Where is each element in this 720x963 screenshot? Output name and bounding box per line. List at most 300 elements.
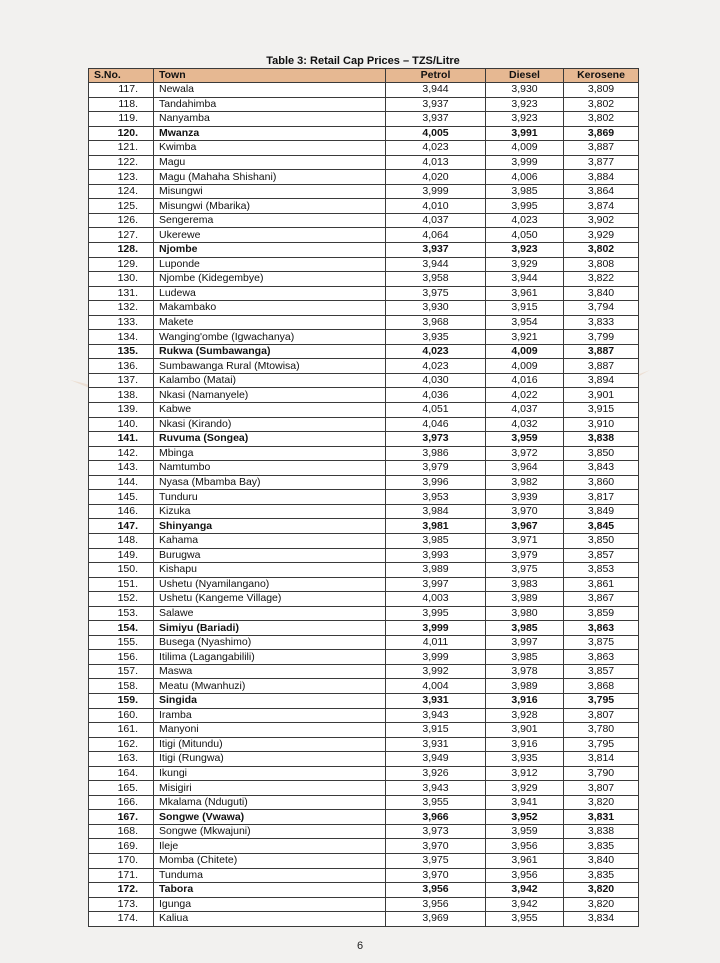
row-diesel-price: 4,037: [486, 403, 564, 418]
row-kerosene-price: 3,802: [564, 243, 639, 258]
table-title: Table 3: Retail Cap Prices – TZS/Litre: [266, 55, 460, 67]
table-row: [89, 417, 639, 432]
row-kerosene-price: 3,869: [564, 126, 639, 141]
row-kerosene-price: 3,853: [564, 563, 639, 578]
row-sno: 168.: [89, 824, 154, 839]
row-diesel-price: 3,952: [486, 810, 564, 825]
row-town: Shinyanga: [154, 519, 386, 534]
row-town: Nkasi (Namanyele): [154, 388, 386, 403]
row-sno: 128.: [89, 243, 154, 258]
row-diesel-price: 3,985: [486, 184, 564, 199]
row-kerosene-price: 3,859: [564, 606, 639, 621]
table-row: [89, 548, 639, 563]
row-sno: 154.: [89, 621, 154, 636]
row-petrol-price: 4,020: [386, 170, 486, 185]
row-kerosene-price: 3,831: [564, 810, 639, 825]
row-petrol-price: 3,949: [386, 752, 486, 767]
row-sno: 169.: [89, 839, 154, 854]
row-diesel-price: 4,022: [486, 388, 564, 403]
row-sno: 136.: [89, 359, 154, 374]
row-petrol-price: 3,999: [386, 184, 486, 199]
table-row: [89, 533, 639, 548]
row-sno: 134.: [89, 330, 154, 345]
row-town: Misigiri: [154, 781, 386, 796]
row-petrol-price: 3,966: [386, 810, 486, 825]
row-town: Ruvuma (Songea): [154, 432, 386, 447]
row-sno: 129.: [89, 257, 154, 272]
row-sno: 131.: [89, 286, 154, 301]
row-diesel-price: 3,979: [486, 548, 564, 563]
row-kerosene-price: 3,820: [564, 897, 639, 912]
row-kerosene-price: 3,845: [564, 519, 639, 534]
table-row: [89, 446, 639, 461]
row-town: Maswa: [154, 664, 386, 679]
row-diesel-price: 3,915: [486, 301, 564, 316]
row-kerosene-price: 3,887: [564, 359, 639, 374]
row-diesel-price: 3,956: [486, 868, 564, 883]
row-town: Salawe: [154, 606, 386, 621]
table-row: [89, 315, 639, 330]
table-row: [89, 388, 639, 403]
row-diesel-price: 3,989: [486, 592, 564, 607]
table-row: [89, 795, 639, 810]
row-town: Luponde: [154, 257, 386, 272]
row-kerosene-price: 3,857: [564, 664, 639, 679]
row-diesel-price: 3,959: [486, 432, 564, 447]
row-town: Magu: [154, 155, 386, 170]
row-kerosene-price: 3,817: [564, 490, 639, 505]
row-petrol-price: 3,931: [386, 737, 486, 752]
row-petrol-price: 3,931: [386, 693, 486, 708]
row-diesel-price: 3,985: [486, 650, 564, 665]
row-kerosene-price: 3,902: [564, 213, 639, 228]
row-kerosene-price: 3,835: [564, 868, 639, 883]
row-petrol-price: 3,969: [386, 912, 486, 927]
table-row: [89, 83, 639, 98]
row-kerosene-price: 3,780: [564, 723, 639, 738]
row-diesel-price: 3,956: [486, 839, 564, 854]
row-kerosene-price: 3,820: [564, 795, 639, 810]
row-sno: 119.: [89, 112, 154, 127]
row-sno: 155.: [89, 635, 154, 650]
row-kerosene-price: 3,850: [564, 533, 639, 548]
row-petrol-price: 3,956: [386, 883, 486, 898]
row-town: Tabora: [154, 883, 386, 898]
table-row: [89, 824, 639, 839]
row-town: Songwe (Mkwajuni): [154, 824, 386, 839]
row-petrol-price: 3,970: [386, 868, 486, 883]
row-petrol-price: 3,968: [386, 315, 486, 330]
row-sno: 160.: [89, 708, 154, 723]
row-kerosene-price: 3,867: [564, 592, 639, 607]
row-sno: 132.: [89, 301, 154, 316]
row-diesel-price: 3,942: [486, 897, 564, 912]
table-row: [89, 243, 639, 258]
row-diesel-price: 3,959: [486, 824, 564, 839]
row-diesel-price: 3,980: [486, 606, 564, 621]
row-town: Itilima (Lagangabilili): [154, 650, 386, 665]
row-sno: 140.: [89, 417, 154, 432]
row-town: Kalambo (Matai): [154, 373, 386, 388]
row-petrol-price: 4,023: [386, 359, 486, 374]
page-number: 6: [356, 940, 364, 952]
row-sno: 148.: [89, 533, 154, 548]
row-petrol-price: 3,984: [386, 504, 486, 519]
row-sno: 156.: [89, 650, 154, 665]
row-town: Rukwa (Sumbawanga): [154, 344, 386, 359]
row-petrol-price: 4,046: [386, 417, 486, 432]
row-town: Kishapu: [154, 563, 386, 578]
row-kerosene-price: 3,838: [564, 824, 639, 839]
row-petrol-price: 4,030: [386, 373, 486, 388]
row-kerosene-price: 3,860: [564, 475, 639, 490]
row-petrol-price: 3,937: [386, 97, 486, 112]
row-town: Misungwi: [154, 184, 386, 199]
row-diesel-price: 3,991: [486, 126, 564, 141]
row-petrol-price: 3,935: [386, 330, 486, 345]
row-kerosene-price: 3,795: [564, 737, 639, 752]
row-sno: 167.: [89, 810, 154, 825]
row-town: Makambako: [154, 301, 386, 316]
row-town: Sengerema: [154, 213, 386, 228]
table-row: [89, 592, 639, 607]
header-kerosene: Kerosene: [564, 69, 639, 83]
row-town: Njombe: [154, 243, 386, 258]
row-diesel-price: 3,921: [486, 330, 564, 345]
row-kerosene-price: 3,874: [564, 199, 639, 214]
row-petrol-price: 3,930: [386, 301, 486, 316]
row-sno: 153.: [89, 606, 154, 621]
row-diesel-price: 3,930: [486, 83, 564, 98]
row-town: Kabwe: [154, 403, 386, 418]
table-row: [89, 286, 639, 301]
row-sno: 157.: [89, 664, 154, 679]
row-kerosene-price: 3,849: [564, 504, 639, 519]
row-sno: 125.: [89, 199, 154, 214]
row-petrol-price: 3,975: [386, 286, 486, 301]
row-diesel-price: 3,964: [486, 461, 564, 476]
row-sno: 135.: [89, 344, 154, 359]
row-diesel-price: 3,912: [486, 766, 564, 781]
row-town: Magu (Mahaha Shishani): [154, 170, 386, 185]
row-town: Nyasa (Mbamba Bay): [154, 475, 386, 490]
row-kerosene-price: 3,835: [564, 839, 639, 854]
row-town: Songwe (Vwawa): [154, 810, 386, 825]
table-row: [89, 868, 639, 883]
row-petrol-price: 3,944: [386, 257, 486, 272]
row-sno: 141.: [89, 432, 154, 447]
table-row: [89, 461, 639, 476]
table-row: [89, 344, 639, 359]
row-diesel-price: 3,961: [486, 286, 564, 301]
row-petrol-price: 3,973: [386, 432, 486, 447]
row-town: Nkasi (Kirando): [154, 417, 386, 432]
row-diesel-price: 4,016: [486, 373, 564, 388]
table-row: [89, 766, 639, 781]
row-petrol-price: 4,013: [386, 155, 486, 170]
table-row: [89, 723, 639, 738]
row-town: Itigi (Mitundu): [154, 737, 386, 752]
row-petrol-price: 3,981: [386, 519, 486, 534]
table-row: [89, 883, 639, 898]
row-kerosene-price: 3,843: [564, 461, 639, 476]
row-sno: 151.: [89, 577, 154, 592]
row-diesel-price: 3,995: [486, 199, 564, 214]
row-town: Sumbawanga Rural (Mtowisa): [154, 359, 386, 374]
row-petrol-price: 3,944: [386, 83, 486, 98]
row-sno: 170.: [89, 853, 154, 868]
row-kerosene-price: 3,850: [564, 446, 639, 461]
row-sno: 149.: [89, 548, 154, 563]
table-row: [89, 577, 639, 592]
table-row: [89, 897, 639, 912]
row-petrol-price: 3,999: [386, 650, 486, 665]
row-diesel-price: 4,009: [486, 359, 564, 374]
table-row: [89, 184, 639, 199]
row-kerosene-price: 3,808: [564, 257, 639, 272]
row-petrol-price: 3,915: [386, 723, 486, 738]
row-petrol-price: 3,955: [386, 795, 486, 810]
table-row: [89, 810, 639, 825]
row-petrol-price: 4,011: [386, 635, 486, 650]
table-row: [89, 563, 639, 578]
row-kerosene-price: 3,884: [564, 170, 639, 185]
row-sno: 145.: [89, 490, 154, 505]
table-row: [89, 403, 639, 418]
table-row: [89, 621, 639, 636]
row-town: Ushetu (Kangeme Village): [154, 592, 386, 607]
row-kerosene-price: 3,833: [564, 315, 639, 330]
row-diesel-price: 3,942: [486, 883, 564, 898]
row-petrol-price: 3,999: [386, 621, 486, 636]
table-row: [89, 359, 639, 374]
row-town: Newala: [154, 83, 386, 98]
row-petrol-price: 3,986: [386, 446, 486, 461]
row-petrol-price: 3,943: [386, 781, 486, 796]
row-petrol-price: 3,937: [386, 112, 486, 127]
table-row: [89, 853, 639, 868]
row-town: Mbinga: [154, 446, 386, 461]
table-row: [89, 752, 639, 767]
row-sno: 130.: [89, 272, 154, 287]
row-sno: 118.: [89, 97, 154, 112]
row-town: Tunduma: [154, 868, 386, 883]
row-kerosene-price: 3,887: [564, 141, 639, 156]
row-sno: 143.: [89, 461, 154, 476]
table-row: [89, 781, 639, 796]
row-sno: 150.: [89, 563, 154, 578]
row-kerosene-price: 3,863: [564, 650, 639, 665]
header-diesel: Diesel: [486, 69, 564, 83]
row-kerosene-price: 3,868: [564, 679, 639, 694]
row-diesel-price: 4,050: [486, 228, 564, 243]
row-sno: 166.: [89, 795, 154, 810]
row-petrol-price: 4,003: [386, 592, 486, 607]
row-petrol-price: 3,970: [386, 839, 486, 854]
table-row: [89, 257, 639, 272]
row-kerosene-price: 3,795: [564, 693, 639, 708]
row-diesel-price: 3,978: [486, 664, 564, 679]
table-row: [89, 155, 639, 170]
row-town: Ushetu (Nyamilangano): [154, 577, 386, 592]
row-sno: 174.: [89, 912, 154, 927]
row-town: Busega (Nyashimo): [154, 635, 386, 650]
row-town: Manyoni: [154, 723, 386, 738]
row-sno: 146.: [89, 504, 154, 519]
table-row: [89, 301, 639, 316]
table-row: [89, 126, 639, 141]
row-diesel-price: 3,970: [486, 504, 564, 519]
row-petrol-price: 4,004: [386, 679, 486, 694]
row-kerosene-price: 3,863: [564, 621, 639, 636]
table-row: [89, 490, 639, 505]
row-kerosene-price: 3,875: [564, 635, 639, 650]
row-diesel-price: 3,935: [486, 752, 564, 767]
row-town: Igunga: [154, 897, 386, 912]
row-sno: 137.: [89, 373, 154, 388]
row-sno: 159.: [89, 693, 154, 708]
row-petrol-price: 3,937: [386, 243, 486, 258]
row-town: Namtumbo: [154, 461, 386, 476]
table-row: [89, 693, 639, 708]
row-town: Kaliua: [154, 912, 386, 927]
header-petrol: Petrol: [386, 69, 486, 83]
table-row: [89, 170, 639, 185]
row-kerosene-price: 3,802: [564, 112, 639, 127]
row-sno: 120.: [89, 126, 154, 141]
row-town: Singida: [154, 693, 386, 708]
row-kerosene-price: 3,790: [564, 766, 639, 781]
row-petrol-price: 3,926: [386, 766, 486, 781]
row-diesel-price: 3,983: [486, 577, 564, 592]
row-kerosene-price: 3,838: [564, 432, 639, 447]
table-header-row: [89, 69, 639, 83]
row-petrol-price: 4,005: [386, 126, 486, 141]
row-kerosene-price: 3,901: [564, 388, 639, 403]
row-petrol-price: 3,953: [386, 490, 486, 505]
row-kerosene-price: 3,807: [564, 781, 639, 796]
row-petrol-price: 3,985: [386, 533, 486, 548]
row-petrol-price: 3,996: [386, 475, 486, 490]
table-row: [89, 679, 639, 694]
table-row: [89, 228, 639, 243]
row-diesel-price: 3,928: [486, 708, 564, 723]
row-kerosene-price: 3,814: [564, 752, 639, 767]
row-kerosene-price: 3,864: [564, 184, 639, 199]
row-diesel-price: 3,923: [486, 97, 564, 112]
row-town: Wanging'ombe (Igwachanya): [154, 330, 386, 345]
table-row: [89, 141, 639, 156]
row-town: Ikungi: [154, 766, 386, 781]
row-town: Njombe (Kidegembye): [154, 272, 386, 287]
row-petrol-price: 4,023: [386, 141, 486, 156]
table-row: [89, 708, 639, 723]
table-row: [89, 272, 639, 287]
table-row: [89, 737, 639, 752]
row-petrol-price: 3,943: [386, 708, 486, 723]
row-kerosene-price: 3,834: [564, 912, 639, 927]
row-kerosene-price: 3,915: [564, 403, 639, 418]
row-kerosene-price: 3,840: [564, 853, 639, 868]
row-sno: 124.: [89, 184, 154, 199]
table-row: [89, 213, 639, 228]
table-row: [89, 330, 639, 345]
table-body: [89, 83, 639, 927]
row-petrol-price: 3,992: [386, 664, 486, 679]
table-row: [89, 912, 639, 927]
row-diesel-price: 3,997: [486, 635, 564, 650]
row-diesel-price: 3,941: [486, 795, 564, 810]
row-kerosene-price: 3,822: [564, 272, 639, 287]
row-petrol-price: 4,010: [386, 199, 486, 214]
row-diesel-price: 4,006: [486, 170, 564, 185]
row-diesel-price: 3,955: [486, 912, 564, 927]
row-diesel-price: 3,975: [486, 563, 564, 578]
row-town: Iramba: [154, 708, 386, 723]
row-sno: 172.: [89, 883, 154, 898]
row-kerosene-price: 3,840: [564, 286, 639, 301]
row-diesel-price: 3,939: [486, 490, 564, 505]
row-town: Tunduru: [154, 490, 386, 505]
row-diesel-price: 4,009: [486, 344, 564, 359]
row-kerosene-price: 3,799: [564, 330, 639, 345]
row-diesel-price: 3,944: [486, 272, 564, 287]
row-diesel-price: 3,954: [486, 315, 564, 330]
row-sno: 121.: [89, 141, 154, 156]
table-row: [89, 650, 639, 665]
row-diesel-price: 3,929: [486, 257, 564, 272]
row-sno: 126.: [89, 213, 154, 228]
row-petrol-price: 4,037: [386, 213, 486, 228]
row-petrol-price: 3,979: [386, 461, 486, 476]
header-sno: S.No.: [89, 69, 154, 83]
row-diesel-price: 3,901: [486, 723, 564, 738]
row-town: Misungwi (Mbarika): [154, 199, 386, 214]
row-sno: 144.: [89, 475, 154, 490]
row-petrol-price: 3,973: [386, 824, 486, 839]
table-row: [89, 373, 639, 388]
table-row: [89, 606, 639, 621]
row-town: Ludewa: [154, 286, 386, 301]
row-kerosene-price: 3,807: [564, 708, 639, 723]
retail-cap-prices-table: [88, 68, 639, 927]
row-sno: 147.: [89, 519, 154, 534]
row-sno: 171.: [89, 868, 154, 883]
row-town: Simiyu (Bariadi): [154, 621, 386, 636]
row-sno: 123.: [89, 170, 154, 185]
row-petrol-price: 4,036: [386, 388, 486, 403]
row-diesel-price: 3,961: [486, 853, 564, 868]
row-sno: 152.: [89, 592, 154, 607]
row-sno: 133.: [89, 315, 154, 330]
row-sno: 127.: [89, 228, 154, 243]
row-sno: 173.: [89, 897, 154, 912]
row-diesel-price: 3,972: [486, 446, 564, 461]
row-petrol-price: 3,997: [386, 577, 486, 592]
row-kerosene-price: 3,820: [564, 883, 639, 898]
row-town: Momba (Chitete): [154, 853, 386, 868]
row-diesel-price: 3,989: [486, 679, 564, 694]
row-petrol-price: 3,993: [386, 548, 486, 563]
row-petrol-price: 4,023: [386, 344, 486, 359]
row-sno: 122.: [89, 155, 154, 170]
row-town: Meatu (Mwanhuzi): [154, 679, 386, 694]
row-diesel-price: 3,923: [486, 243, 564, 258]
row-kerosene-price: 3,857: [564, 548, 639, 563]
row-town: Kwimba: [154, 141, 386, 156]
table-row: [89, 475, 639, 490]
row-kerosene-price: 3,794: [564, 301, 639, 316]
